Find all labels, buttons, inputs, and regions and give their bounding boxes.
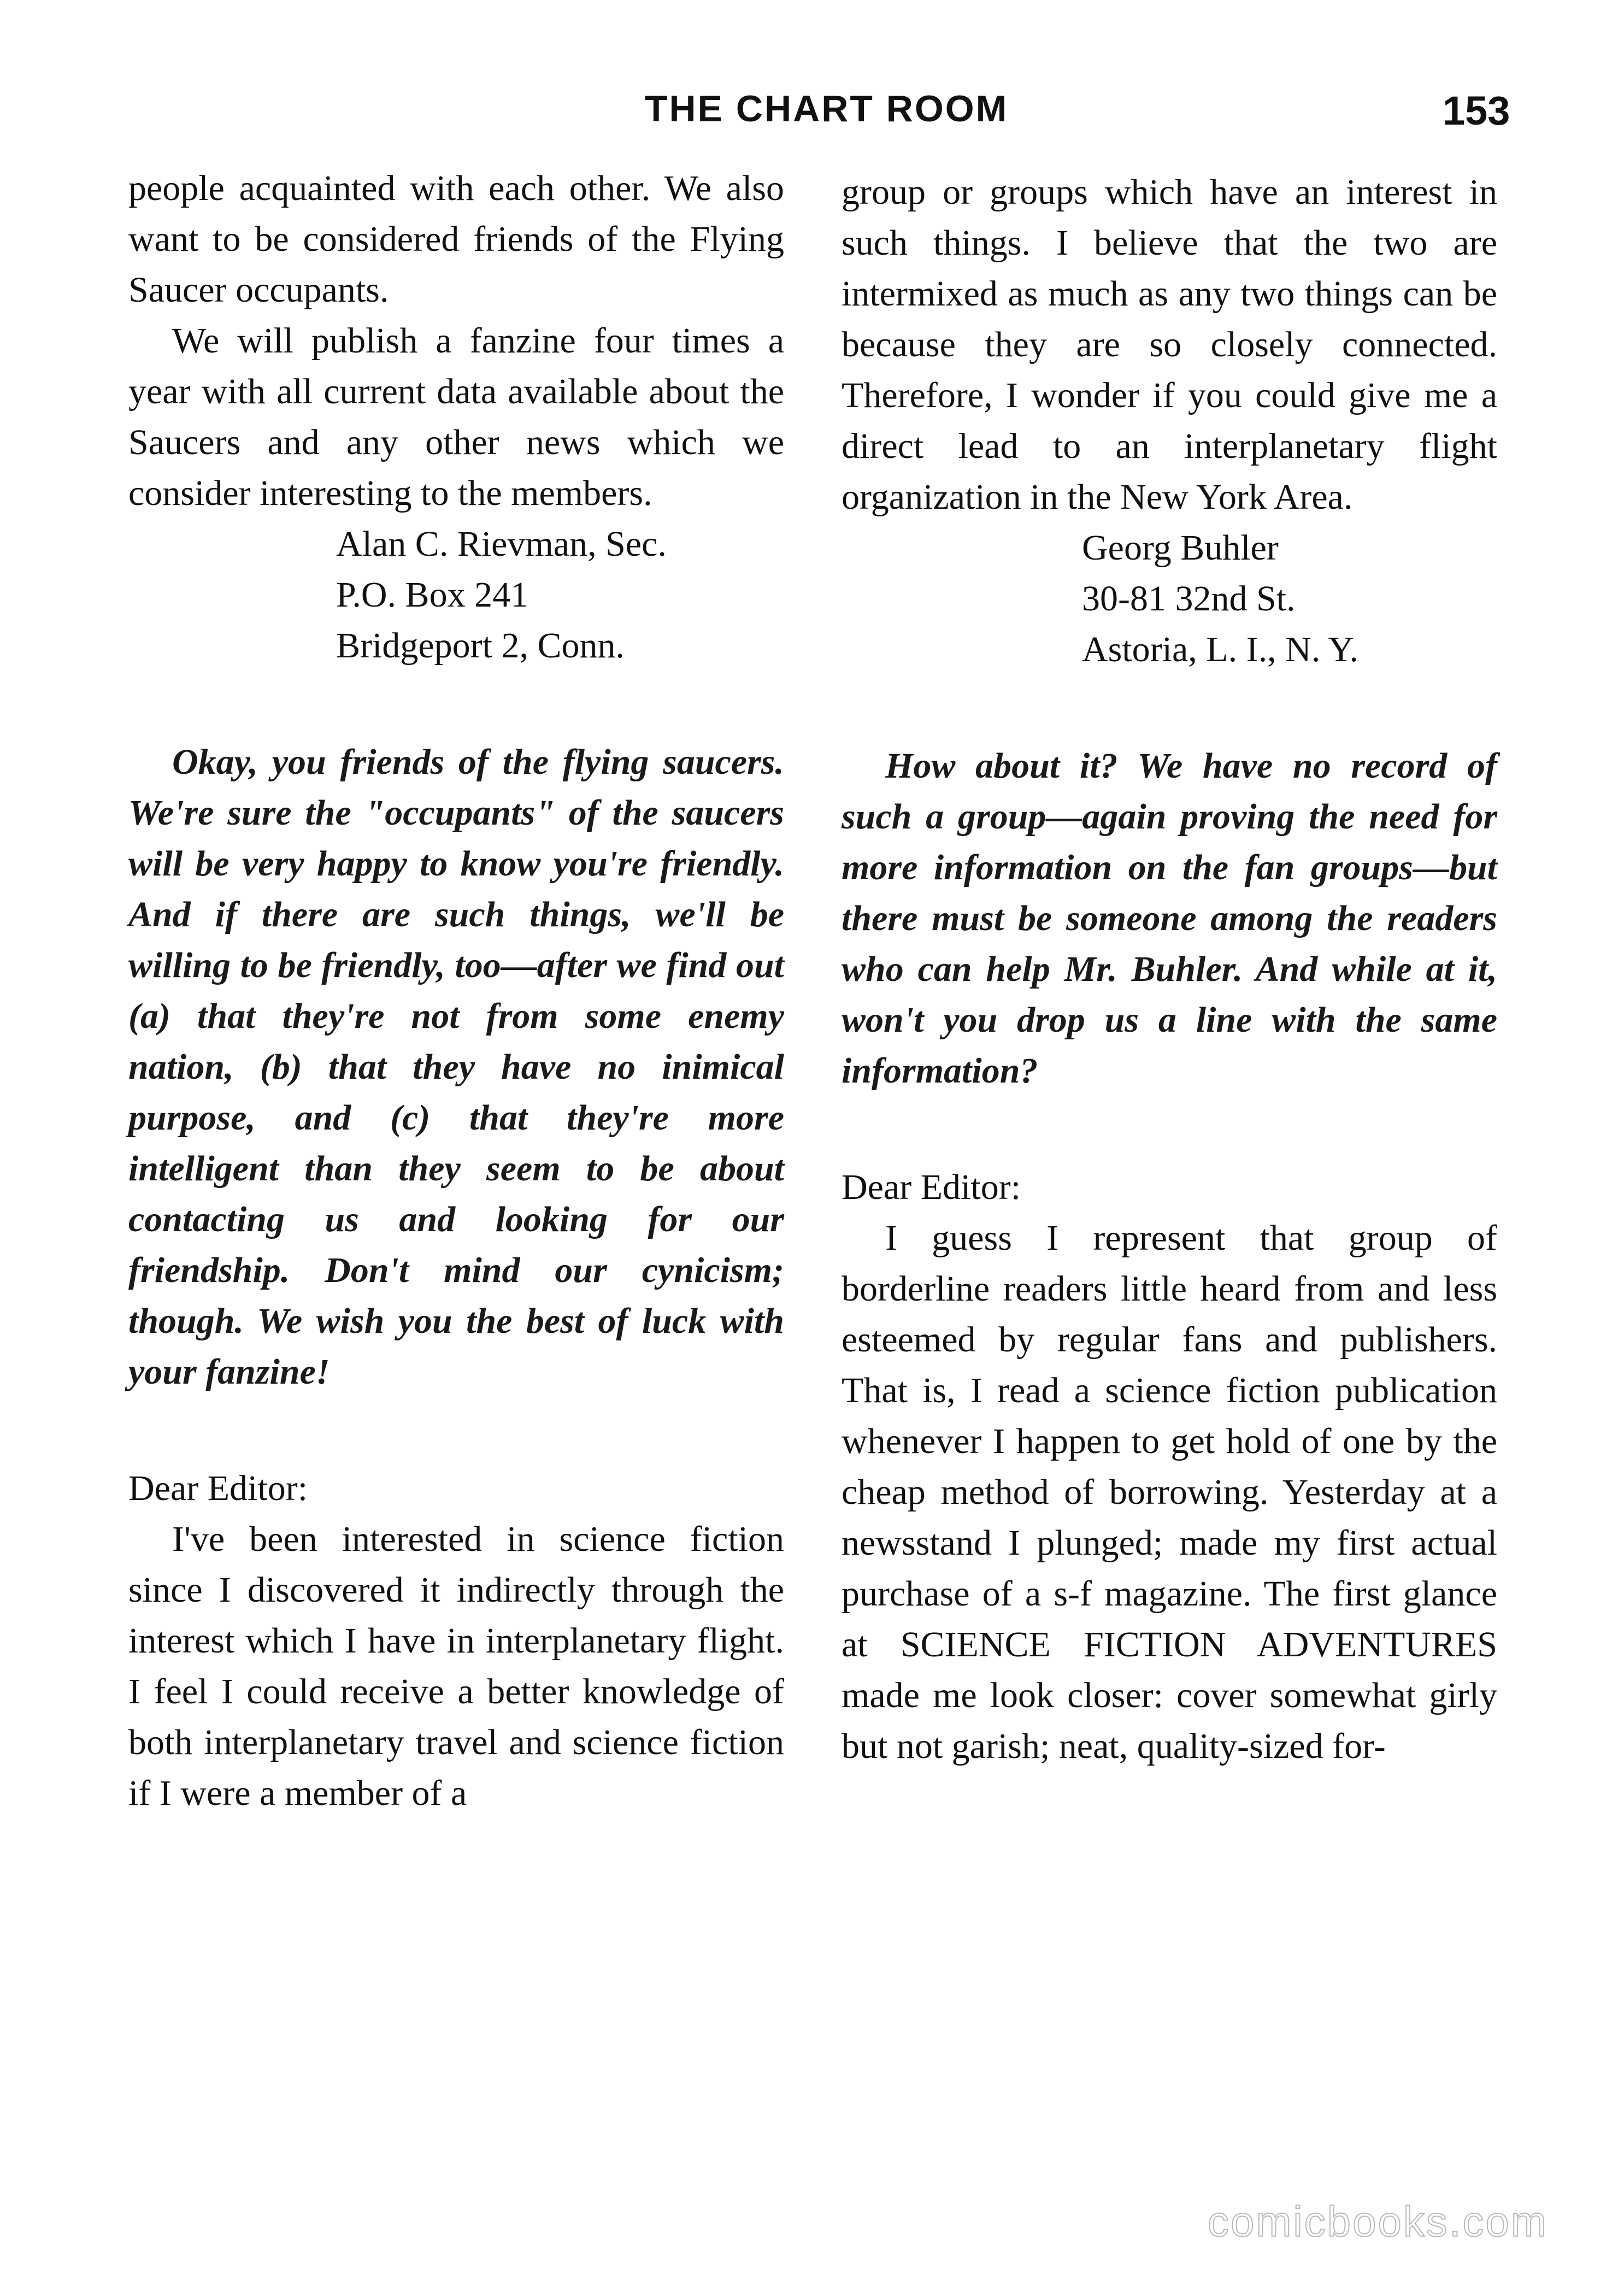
running-head: THE CHART ROOM (645, 88, 1009, 130)
letter1-signature-name: Alan C. Rievman, Sec. (336, 524, 667, 564)
letter2-body: I've been interested in science fiction since I discovered it indirectly through the interest which I have in interplanetary flight. I feel I could receive a better knowledge of both interplanetary travel and science fiction if I were a member of a (128, 1519, 784, 1813)
letter1-signature-city: Bridgeport 2, Conn. (336, 626, 625, 666)
letter2-continued: group or groups which have an interest in such things. I believe that the two are intermixed as much as any two things can be because they are so closely connected. Therefore, I wonder if you could give me a direct lead to an interplanetary flight organization in the New York Area. (842, 172, 1497, 517)
letter3-body: I guess I represent that group of borderline readers little heard from and less esteemed by regular fans and publishers. That is, I read a science fiction publication whenever I happen to get hold of one by the cheap method of borrowing. Yesterday at a newsstand I plunged; made my first actual purchase of a s-f magazine. The first glance at SCIENCE FICTION ADVENTURES made me look closer: cover somewhat girly but not garish; neat, quality-sized for- (842, 1218, 1497, 1766)
letter2-salutation: Dear Editor: (128, 1468, 308, 1508)
right-column (842, 167, 1497, 1772)
watermark: comicbooks.com (1208, 2197, 1548, 2245)
page-number: 153 (1443, 88, 1510, 133)
letter1-signature-address: P.O. Box 241 (336, 575, 529, 615)
left-column (128, 163, 784, 1819)
letter2-signature-address: 30-81 32nd St. (1082, 579, 1296, 619)
editor-reply-1: Okay, you friends of the flying saucers. We're sure the "occupants" of the saucers will be very happy to know you're friendly. And if there are such things, we'll be willing to be friendly, too—after we find out (a) that they're not from some enemy nation, (b) that they have no inimical purpose, and (c) that they're more intelligent than they seem to be about contacting us and looking for our friendship. Don't mind our cynicism; though. We wish you the best of luck with your fanzine! (128, 742, 784, 1392)
letter3-salutation: Dear Editor: (842, 1167, 1021, 1207)
letter1-paragraph: We will publish a fanzine four times a year with all current data available about the Saucers and any other news which we consider interesting to the members. (128, 321, 784, 513)
letter2-signature-name: Georg Buhler (1082, 528, 1279, 568)
letter2-signature-city: Astoria, L. I., N. Y. (1082, 630, 1358, 669)
editor-reply-2: How about it? We have no record of such a group—again proving the need for more information on the fan groups—but there must be someone among the readers who can help Mr. Buhler. And while at it, won't you drop us a line with the same information? (842, 746, 1497, 1091)
letter1-body: people acquainted with each other. We also want to be considered friends of the Flying Saucer occupants. (128, 168, 784, 310)
